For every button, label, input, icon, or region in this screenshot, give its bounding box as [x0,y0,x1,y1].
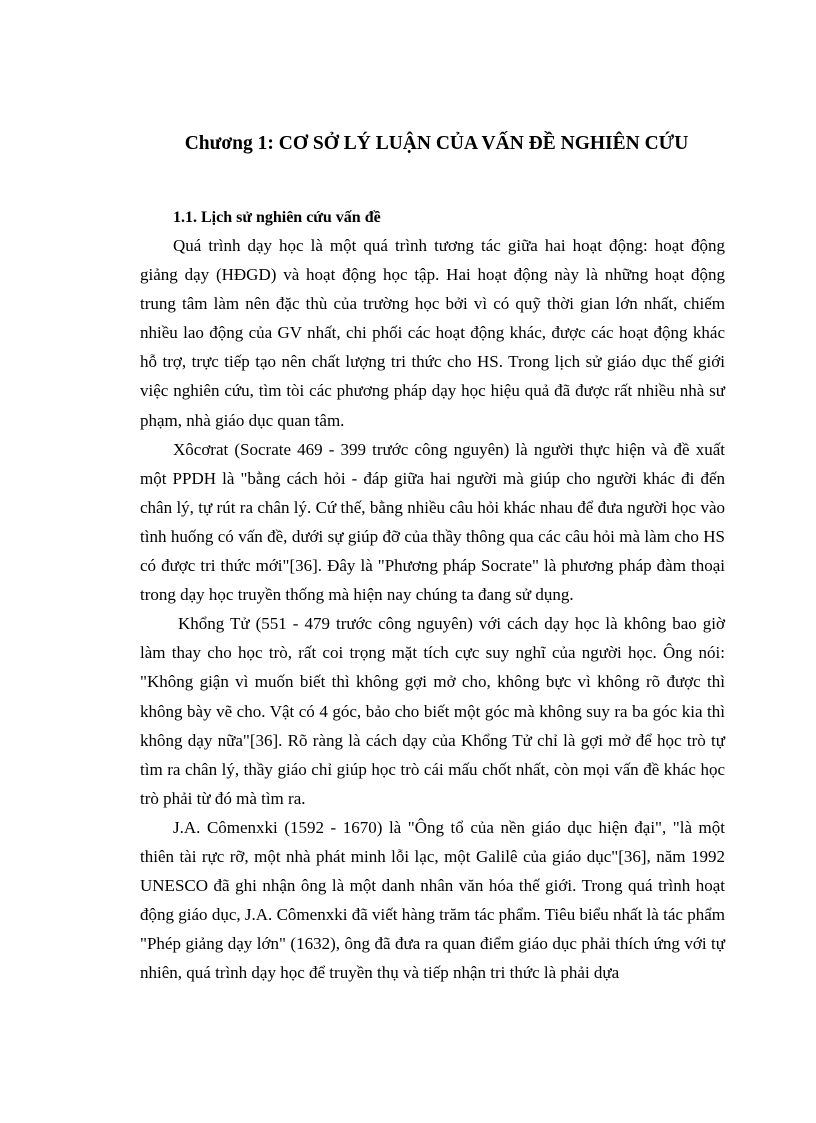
paragraph-intro: Quá trình dạy học là một quá trình tương tác giữa hai hoạt động: hoạt động giảng dạy (HĐGD) và hoạt động học tập. Hai hoạt động này là những hoạt động trung tâm làm nên đặc thù của trường học bởi vì có quỹ thời gian lớn nhất, chiếm nhiều lao động của GV nhất, chi phối các hoạt động khác, được các hoạt động khác hỗ trợ, trực tiếp tạo nên chất lượng tri thức cho HS. Trong lịch sử giáo dục thế giới việc nghiên cứu, tìm tòi các phương pháp dạy học hiệu quả đã được rất nhiều nhà sư phạm, nhà giáo dục quan tâm. [140,236,725,430]
section-heading: 1.1. Lịch sử nghiên cứu vấn đề [173,209,381,226]
paragraph-comenxki: J.A. Cômenxki (1592 - 1670) là "Ông tổ của nền giáo dục hiện đại", "là một thiên tài rực rỡ, một nhà phát minh lỗi lạc, một Galilê của giáo dục"[36], năm 1992 UNESCO đã ghi nhận ông là một danh nhân văn hóa thế giới. Trong quá trình hoạt động giáo dục, J.A. Cômenxki đã viết hàng trăm tác phẩm. Tiêu biểu nhất là tác phẩm "Phép giảng dạy lớn" (1632), ông đã đưa ra quan điểm giáo dục phải thích ứng với tự nhiên, quá trình dạy học để truyền thụ và tiếp nhận tri thức là phải dựa [140,817,725,983]
page-content [140,130,725,987]
chapter-title: Chương 1: CƠ SỞ LÝ LUẬN CỦA VẤN ĐỀ NGHIÊN CỨU [184,133,689,154]
paragraph-khong-tu: Khổng Tử (551 - 479 trước công nguyên) với cách dạy học là không bao giờ làm thay cho học trò, rất coi trọng mặt tích cực suy nghĩ của người học. Ông nói: "Không giận vì muốn biết thì không gợi mở cho, không bực vì không rõ được thì không bày vẽ cho. Vật có 4 góc, bảo cho biết một góc mà không suy ra ba góc kia thì không dạy nữa"[36]. Rõ ràng là cách dạy của Khổng Tử chỉ là gợi mở để học trò tự tìm ra chân lý, thầy giáo chỉ giúp học trò cái mấu chốt nhất, còn mọi vấn đề khác học trò phải từ đó mà tìm ra. [140,614,725,808]
paragraph-socrate: Xôcơrat (Socrate 469 - 399 trước công nguyên) là người thực hiện và đề xuất một PPDH là "bằng cách hỏi - đáp giữa hai người mà giúp cho người khác đi đến chân lý, tự rút ra chân lý. Cứ thế, bằng nhiều câu hỏi khác nhau để đưa người học vào tình huống có vấn đề, dưới sự giúp đỡ của thầy thông qua các câu hỏi mà làm cho HS có được tri thức mới"[36]. Đây là "Phương pháp Socrate" là phương pháp đàm thoại trong dạy học truyền thống mà hiện nay chúng ta đang sử dụng. [140,439,725,605]
